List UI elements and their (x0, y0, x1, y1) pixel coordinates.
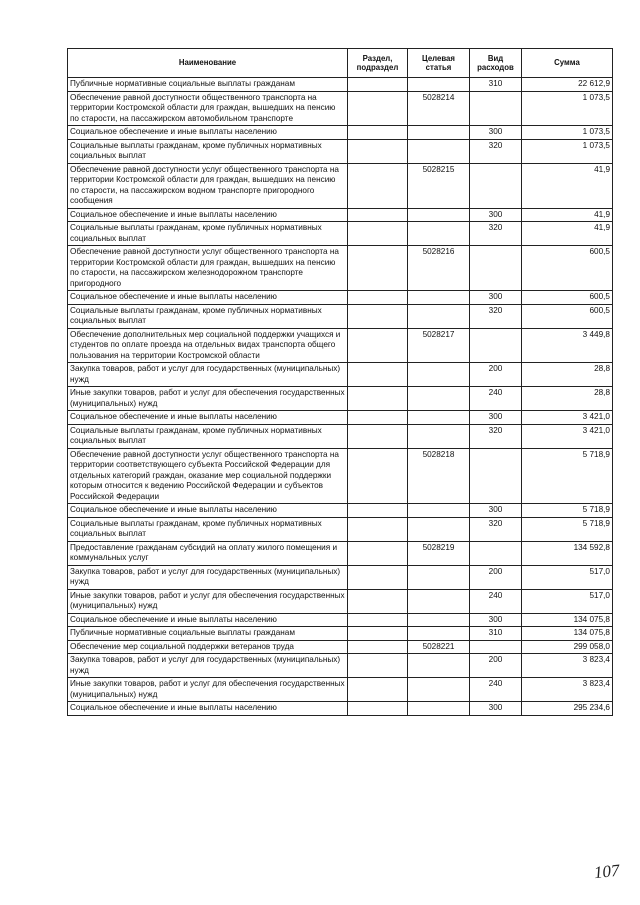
cell-target-article (408, 565, 470, 589)
cell-target-article (408, 504, 470, 518)
cell-target-article (408, 678, 470, 702)
cell-expense-type: 300 (470, 291, 522, 305)
cell-razdel (348, 411, 408, 425)
cell-sum: 600,5 (522, 291, 613, 305)
cell-sum: 517,0 (522, 565, 613, 589)
cell-target-article (408, 139, 470, 163)
cell-razdel (348, 139, 408, 163)
table-row (68, 424, 613, 448)
table-row (68, 126, 613, 140)
cell-sum: 3 823,4 (522, 678, 613, 702)
table-body (68, 78, 613, 716)
cell-target-article: 5028215 (408, 163, 470, 208)
cell-razdel (348, 627, 408, 641)
cell-expense-type: 240 (470, 678, 522, 702)
header-razdel: Раздел, подраздел (348, 49, 408, 78)
cell-razdel (348, 163, 408, 208)
header-sum: Сумма (522, 49, 613, 78)
cell-name: Социальные выплаты гражданам, кроме публичных нормативных социальных выплат (68, 424, 348, 448)
table-row (68, 139, 613, 163)
cell-sum: 134 075,8 (522, 613, 613, 627)
cell-target-article: 5028216 (408, 246, 470, 291)
cell-target-article: 5028218 (408, 448, 470, 504)
table-row (68, 387, 613, 411)
cell-name: Социальное обеспечение и иные выплаты населению (68, 411, 348, 425)
table-row (68, 163, 613, 208)
cell-target-article (408, 222, 470, 246)
cell-target-article (408, 78, 470, 92)
cell-expense-type (470, 328, 522, 363)
table-row (68, 328, 613, 363)
cell-target-article (408, 627, 470, 641)
cell-sum: 295 234,6 (522, 702, 613, 716)
cell-sum: 1 073,5 (522, 126, 613, 140)
cell-expense-type: 320 (470, 424, 522, 448)
cell-name: Обеспечение равной доступности услуг общественного транспорта на территории Костромской области для граждан, вышедших на пенсию по старости, на пассажирском железнодорожном транспорте пригородного (68, 246, 348, 291)
cell-razdel (348, 328, 408, 363)
cell-name: Закупка товаров, работ и услуг для государственных (муниципальных) нужд (68, 363, 348, 387)
cell-expense-type: 240 (470, 387, 522, 411)
cell-expense-type (470, 91, 522, 126)
cell-name: Закупка товаров, работ и услуг для государственных (муниципальных) нужд (68, 654, 348, 678)
cell-expense-type: 300 (470, 702, 522, 716)
cell-name: Иные закупки товаров, работ и услуг для обеспечения государственных (муниципальных) нужд (68, 678, 348, 702)
cell-expense-type (470, 541, 522, 565)
cell-name: Обеспечение равной доступности общественного транспорта на территории Костромской области для граждан, вышедших на пенсию по старости, на пассажирском автомобильном транспорте (68, 91, 348, 126)
cell-target-article (408, 304, 470, 328)
cell-razdel (348, 654, 408, 678)
cell-target-article: 5028214 (408, 91, 470, 126)
header-name: Наименование (68, 49, 348, 78)
cell-razdel (348, 291, 408, 305)
cell-razdel (348, 246, 408, 291)
cell-expense-type (470, 246, 522, 291)
cell-target-article (408, 424, 470, 448)
cell-name: Социальные выплаты гражданам, кроме публичных нормативных социальных выплат (68, 222, 348, 246)
cell-sum: 600,5 (522, 246, 613, 291)
cell-sum: 1 073,5 (522, 139, 613, 163)
cell-razdel (348, 208, 408, 222)
cell-name: Социальное обеспечение и иные выплаты населению (68, 126, 348, 140)
cell-name: Предоставление гражданам субсидий на оплату жилого помещения и коммунальных услуг (68, 541, 348, 565)
cell-target-article: 5028217 (408, 328, 470, 363)
table-row (68, 91, 613, 126)
table-row (68, 613, 613, 627)
header-target-article: Целевая статья (408, 49, 470, 78)
cell-expense-type: 300 (470, 613, 522, 627)
cell-sum: 134 592,8 (522, 541, 613, 565)
cell-razdel (348, 517, 408, 541)
cell-razdel (348, 448, 408, 504)
cell-razdel (348, 424, 408, 448)
cell-target-article (408, 411, 470, 425)
cell-sum: 41,9 (522, 222, 613, 246)
table-row (68, 411, 613, 425)
cell-razdel (348, 702, 408, 716)
table-row (68, 504, 613, 518)
cell-expense-type: 300 (470, 126, 522, 140)
table-row (68, 565, 613, 589)
cell-target-article: 5028219 (408, 541, 470, 565)
cell-name: Социальные выплаты гражданам, кроме публичных нормативных социальных выплат (68, 139, 348, 163)
table-row (68, 640, 613, 654)
table-row (68, 517, 613, 541)
cell-razdel (348, 565, 408, 589)
cell-expense-type: 320 (470, 517, 522, 541)
cell-name: Иные закупки товаров, работ и услуг для обеспечения государственных (муниципальных) нужд (68, 387, 348, 411)
cell-target-article: 5028221 (408, 640, 470, 654)
cell-sum: 5 718,9 (522, 504, 613, 518)
table-header-row (68, 49, 613, 78)
cell-name: Социальное обеспечение и иные выплаты населению (68, 208, 348, 222)
cell-target-article (408, 387, 470, 411)
cell-name: Закупка товаров, работ и услуг для государственных (муниципальных) нужд (68, 565, 348, 589)
cell-razdel (348, 640, 408, 654)
cell-expense-type: 200 (470, 363, 522, 387)
cell-expense-type: 300 (470, 208, 522, 222)
cell-sum: 134 075,8 (522, 627, 613, 641)
cell-expense-type (470, 163, 522, 208)
cell-name: Публичные нормативные социальные выплаты гражданам (68, 627, 348, 641)
cell-sum: 3 823,4 (522, 654, 613, 678)
cell-sum: 3 421,0 (522, 411, 613, 425)
table-row (68, 627, 613, 641)
cell-target-article (408, 654, 470, 678)
table-row (68, 589, 613, 613)
cell-sum: 3 421,0 (522, 424, 613, 448)
table-row (68, 208, 613, 222)
cell-expense-type: 200 (470, 565, 522, 589)
cell-sum: 600,5 (522, 304, 613, 328)
cell-expense-type: 320 (470, 304, 522, 328)
cell-razdel (348, 222, 408, 246)
cell-name: Социальное обеспечение и иные выплаты населению (68, 291, 348, 305)
cell-target-article (408, 702, 470, 716)
cell-razdel (348, 387, 408, 411)
cell-sum: 517,0 (522, 589, 613, 613)
cell-name: Социальные выплаты гражданам, кроме публичных нормативных социальных выплат (68, 517, 348, 541)
cell-sum: 3 449,8 (522, 328, 613, 363)
cell-name: Публичные нормативные социальные выплаты гражданам (68, 78, 348, 92)
cell-expense-type: 300 (470, 504, 522, 518)
table-row (68, 678, 613, 702)
cell-razdel (348, 304, 408, 328)
cell-expense-type (470, 640, 522, 654)
table-row (68, 78, 613, 92)
cell-target-article (408, 613, 470, 627)
cell-expense-type: 320 (470, 222, 522, 246)
budget-table (67, 48, 613, 716)
cell-sum: 22 612,9 (522, 78, 613, 92)
cell-name: Иные закупки товаров, работ и услуг для обеспечения государственных (муниципальных) нужд (68, 589, 348, 613)
cell-sum: 41,9 (522, 163, 613, 208)
cell-name: Обеспечение мер социальной поддержки ветеранов труда (68, 640, 348, 654)
page-number: 107 (593, 860, 621, 883)
cell-name: Социальное обеспечение и иные выплаты населению (68, 613, 348, 627)
cell-razdel (348, 589, 408, 613)
cell-expense-type: 310 (470, 78, 522, 92)
cell-sum: 5 718,9 (522, 517, 613, 541)
cell-sum: 41,9 (522, 208, 613, 222)
cell-target-article (408, 363, 470, 387)
cell-expense-type: 240 (470, 589, 522, 613)
table-row (68, 654, 613, 678)
cell-name: Социальное обеспечение и иные выплаты населению (68, 504, 348, 518)
cell-target-article (408, 589, 470, 613)
table-row (68, 222, 613, 246)
cell-expense-type: 300 (470, 411, 522, 425)
table-row (68, 448, 613, 504)
cell-sum: 299 058,0 (522, 640, 613, 654)
cell-name: Обеспечение дополнительных мер социальной поддержки учащихся и студентов по оплате проезда на отдельных видах транспорта общего пользования на территории Костромской области (68, 328, 348, 363)
cell-target-article (408, 208, 470, 222)
cell-razdel (348, 363, 408, 387)
cell-expense-type: 200 (470, 654, 522, 678)
cell-name: Обеспечение равной доступности услуг общественного транспорта на территории Костромской области для граждан, вышедших на пенсию по старости, на пассажирском водном транспорте пригородного сообщения (68, 163, 348, 208)
cell-razdel (348, 613, 408, 627)
table-row (68, 541, 613, 565)
table-row (68, 363, 613, 387)
cell-sum: 1 073,5 (522, 91, 613, 126)
table-row (68, 702, 613, 716)
cell-sum: 28,8 (522, 363, 613, 387)
cell-name: Обеспечение равной доступности услуг общественного транспорта на территории соответствующего субъекта Российской Федерации для отдельных категорий граждан, оказание мер социальной поддержки которым относится к ведению Российской Федерации и субъектов Российской Федерации (68, 448, 348, 504)
cell-target-article (408, 291, 470, 305)
cell-razdel (348, 504, 408, 518)
cell-name: Социальные выплаты гражданам, кроме публичных нормативных социальных выплат (68, 304, 348, 328)
cell-target-article (408, 517, 470, 541)
table-row (68, 246, 613, 291)
cell-razdel (348, 678, 408, 702)
header-expense-type: Вид расходов (470, 49, 522, 78)
table-row (68, 304, 613, 328)
cell-razdel (348, 541, 408, 565)
cell-razdel (348, 78, 408, 92)
cell-expense-type: 310 (470, 627, 522, 641)
cell-expense-type (470, 448, 522, 504)
cell-sum: 5 718,9 (522, 448, 613, 504)
table-row (68, 291, 613, 305)
cell-name: Социальное обеспечение и иные выплаты населению (68, 702, 348, 716)
cell-razdel (348, 91, 408, 126)
cell-sum: 28,8 (522, 387, 613, 411)
cell-razdel (348, 126, 408, 140)
cell-target-article (408, 126, 470, 140)
cell-expense-type: 320 (470, 139, 522, 163)
